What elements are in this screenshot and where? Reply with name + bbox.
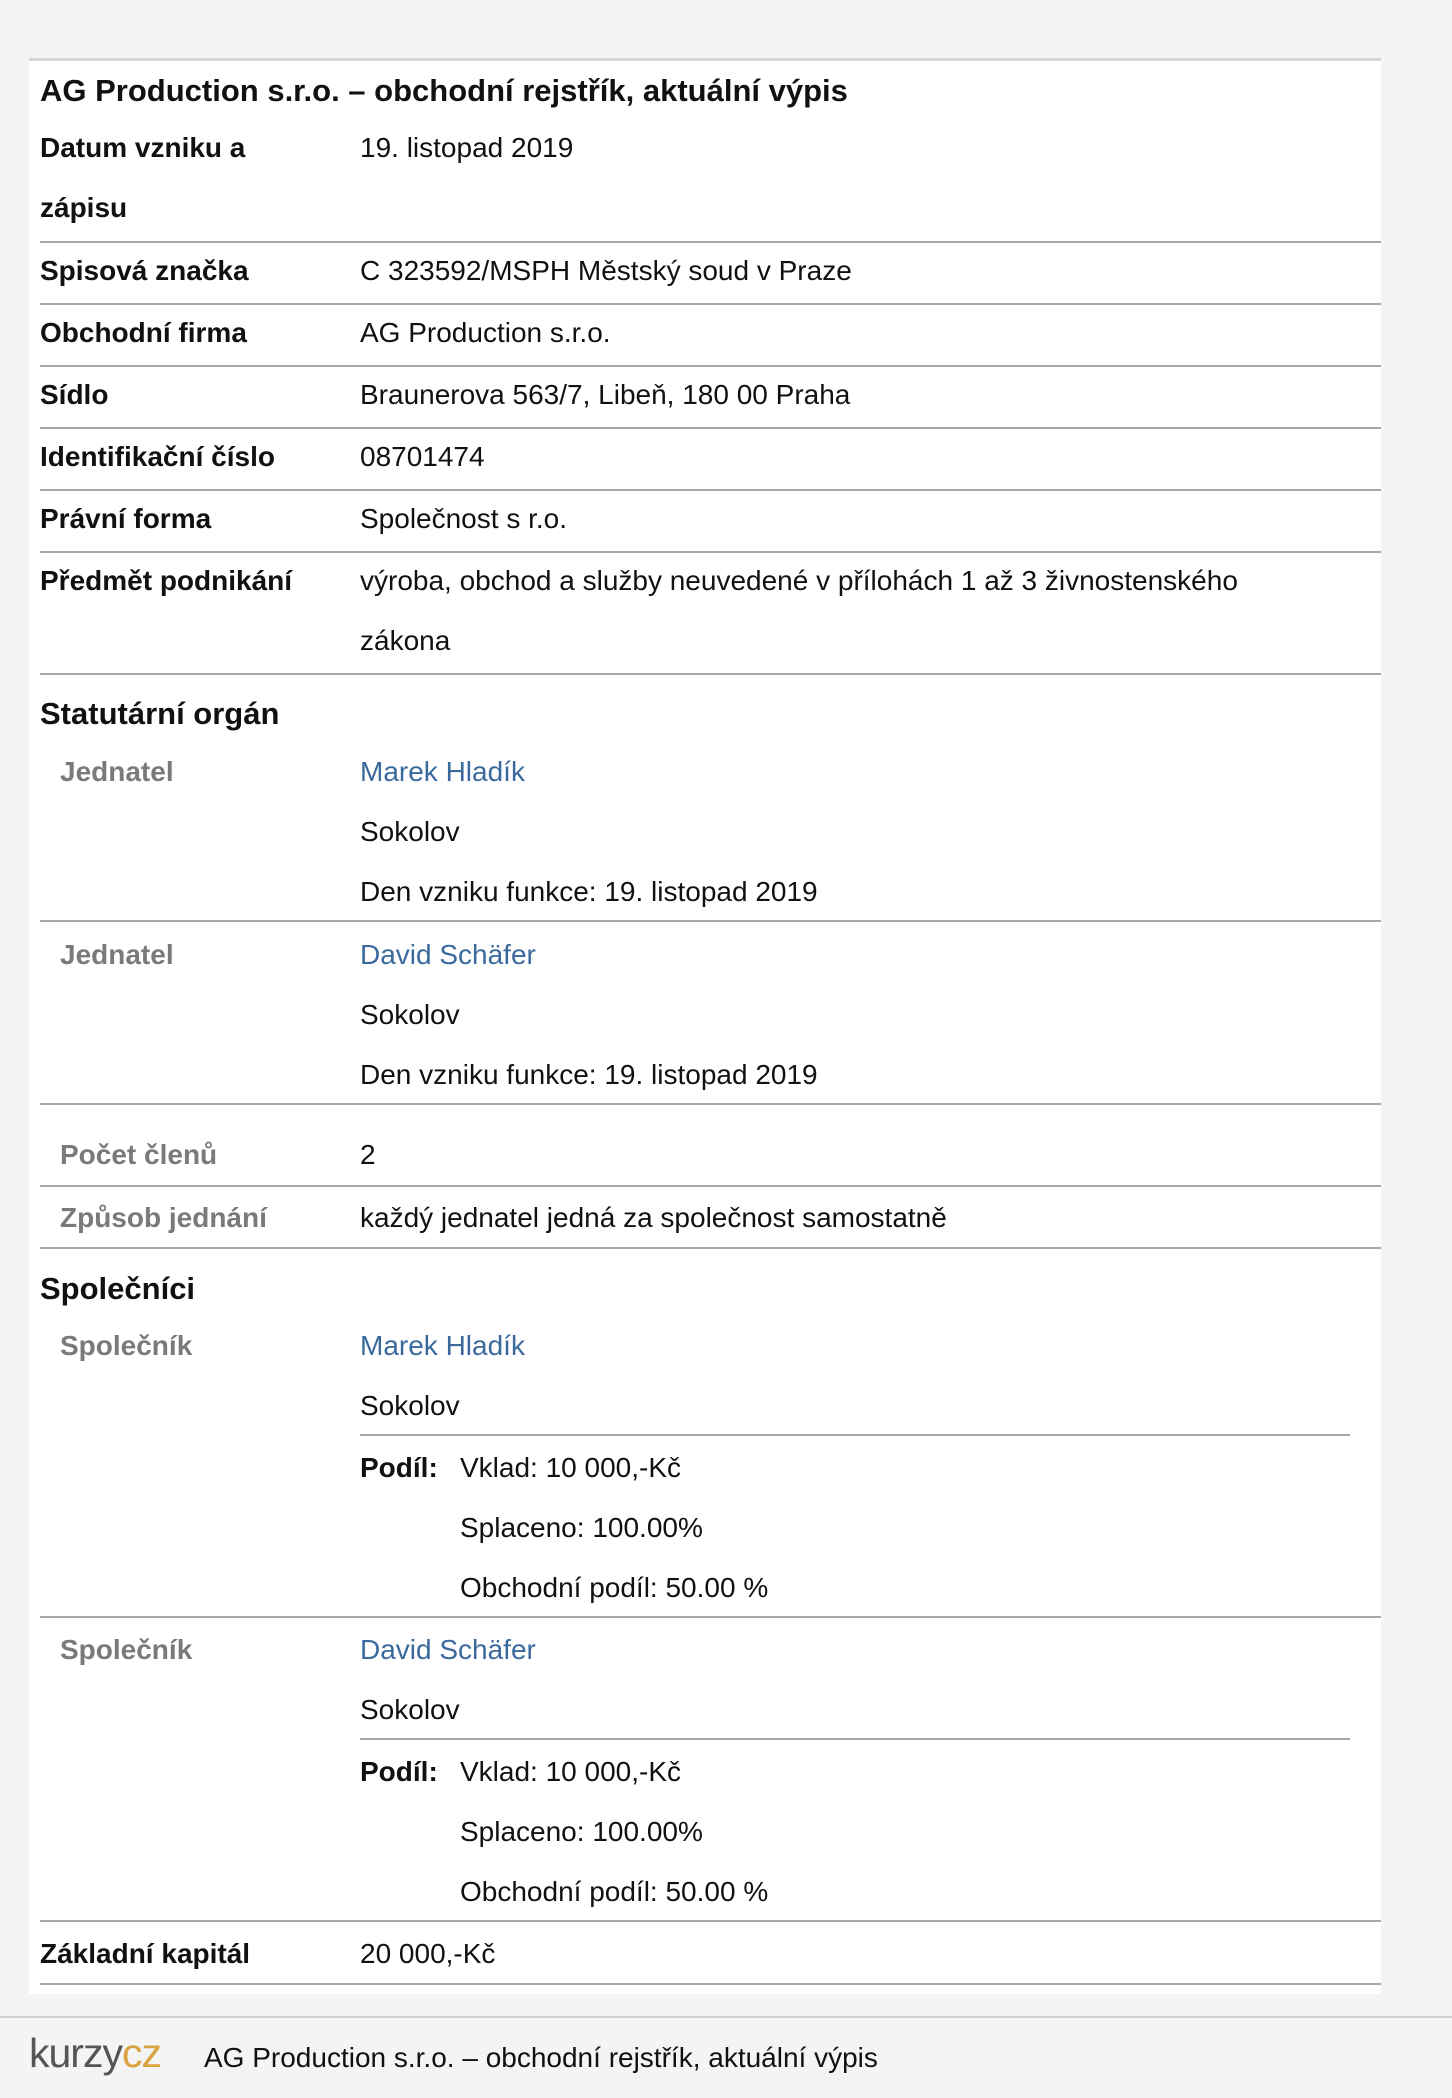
forma-value: Společnost s r.o.	[360, 503, 568, 534]
sidlo-value: Braunerova 563/7, Libeň, 180 00 Praha	[360, 379, 851, 410]
pocet-value: 2	[360, 1139, 376, 1170]
obchodni-podil-value: Obchodní podíl: 50.00 %	[460, 1876, 769, 1907]
spolecnici-heading: Společníci	[40, 1271, 196, 1306]
datum-label-1: Datum vzniku a	[40, 132, 246, 163]
person-link[interactable]: David Schäfer	[360, 1634, 536, 1665]
kapital-label: Základní kapitál	[40, 1938, 251, 1969]
spisova-value: C 323592/MSPH Městský soud v Praze	[360, 255, 852, 286]
jednatel-name-link[interactable]	[360, 742, 525, 802]
datum-value: 19. listopad 2019	[360, 132, 574, 163]
divider	[40, 920, 1381, 922]
datum-label-2: zápisu	[40, 192, 128, 223]
spolecnik-name-link[interactable]	[360, 1620, 536, 1680]
spisova-label: Spisová značka	[40, 255, 249, 286]
predmet-value-1: výroba, obchod a služby neuvedené v přílohách 1 až 3 živnostenského	[360, 565, 1238, 596]
logo-part-kurzy: kurzy	[29, 2030, 122, 2076]
divider	[40, 1103, 1381, 1105]
spolecnik-role: Společník	[60, 1330, 193, 1361]
register-extract	[29, 58, 1381, 1994]
splaceno-value: Splaceno: 100.00%	[460, 1816, 703, 1847]
divider	[40, 489, 1381, 491]
divider	[40, 1983, 1381, 1985]
jednatel-city: Sokolov	[360, 999, 460, 1030]
jednatel-name-link[interactable]	[360, 925, 536, 985]
spolecnik-role: Společník	[60, 1634, 193, 1665]
zpusob-value: každý jednatel jedná za společnost samostatně	[360, 1202, 947, 1233]
spolecnik-city: Sokolov	[360, 1694, 460, 1725]
page-title: AG Production s.r.o. – obchodní rejstřík, aktuální výpis	[40, 73, 848, 108]
jednatel-role: Jednatel	[60, 756, 174, 787]
obchodni-podil-value: Obchodní podíl: 50.00 %	[460, 1572, 769, 1603]
person-link[interactable]: Marek Hladík	[360, 1330, 525, 1361]
kurzy-logo[interactable]	[29, 2028, 161, 2078]
divider	[40, 673, 1381, 675]
kapital-value: 20 000,-Kč	[360, 1938, 496, 1969]
divider	[40, 1247, 1381, 1249]
forma-label: Právní forma	[40, 503, 212, 534]
podil-label: Podíl:	[360, 1756, 438, 1787]
divider	[360, 1434, 1350, 1436]
footer-title: AG Production s.r.o. – obchodní rejstřík, aktuální výpis	[204, 2042, 878, 2073]
logo-part-cz: cz	[121, 2030, 161, 2076]
spolecnik-city: Sokolov	[360, 1390, 460, 1421]
sidlo-label: Sídlo	[40, 379, 109, 410]
person-link[interactable]: David Schäfer	[360, 939, 536, 970]
jednatel-city: Sokolov	[360, 816, 460, 847]
vklad-value: Vklad: 10 000,-Kč	[460, 1756, 682, 1787]
predmet-value-2: zákona	[360, 625, 451, 656]
spolecnik-name-link[interactable]	[360, 1316, 525, 1376]
person-link[interactable]: Marek Hladík	[360, 756, 525, 787]
divider	[40, 1616, 1381, 1618]
statutarni-heading: Statutární orgán	[40, 696, 280, 731]
divider	[40, 1920, 1381, 1922]
ico-label: Identifikační číslo	[40, 441, 275, 472]
firma-label: Obchodní firma	[40, 317, 247, 348]
jednatel-role: Jednatel	[60, 939, 174, 970]
podil-label: Podíl:	[360, 1452, 438, 1483]
vklad-value: Vklad: 10 000,-Kč	[460, 1452, 682, 1483]
predmet-label: Předmět podnikání	[40, 565, 293, 596]
footer	[0, 2016, 1452, 2098]
splaceno-value: Splaceno: 100.00%	[460, 1512, 703, 1543]
ico-value: 08701474	[360, 441, 485, 472]
jednatel-since: Den vzniku funkce: 19. listopad 2019	[360, 876, 818, 907]
pocet-label: Počet členů	[60, 1139, 218, 1170]
jednatel-since: Den vzniku funkce: 19. listopad 2019	[360, 1059, 818, 1090]
divider	[360, 1738, 1350, 1740]
divider	[40, 1185, 1381, 1187]
firma-value: AG Production s.r.o.	[360, 317, 611, 348]
zpusob-label: Způsob jednání	[60, 1202, 267, 1233]
